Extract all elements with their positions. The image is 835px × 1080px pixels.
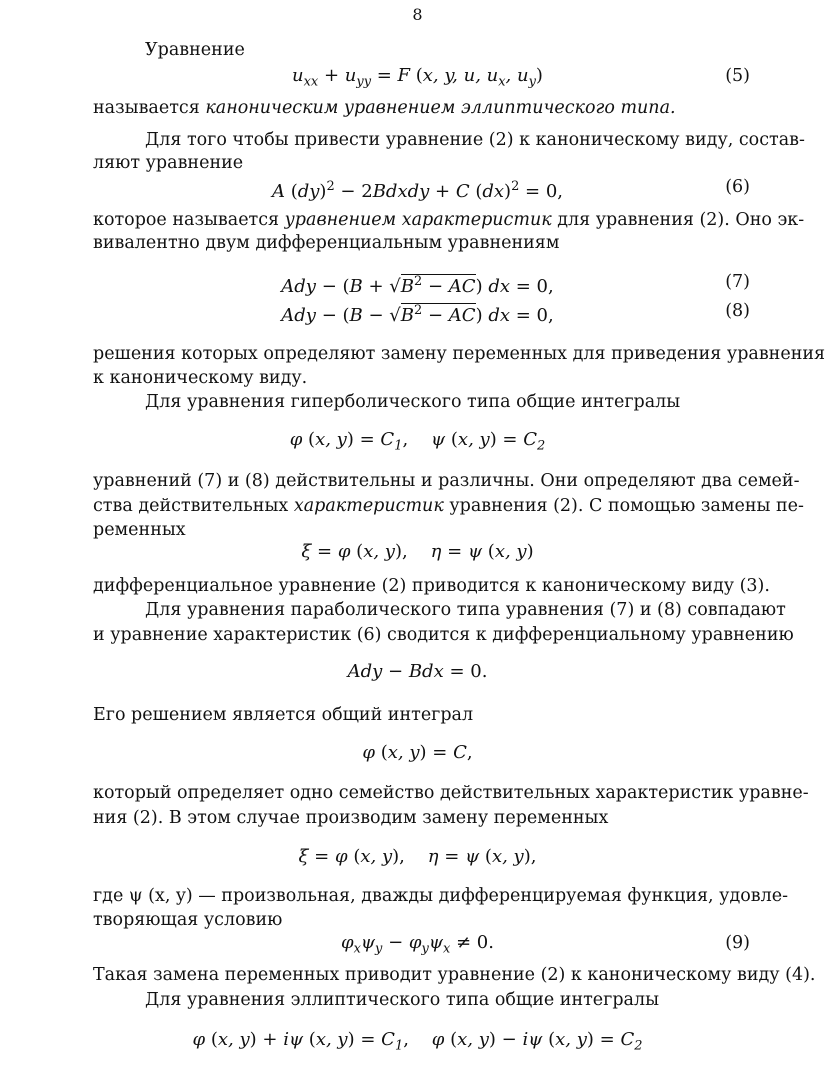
- paragraph-line: который определяет одно семейство действительных характеристик уравне-: [93, 783, 809, 803]
- term-canonical-elliptic: каноническим уравнением эллиптического типа.: [205, 98, 676, 118]
- equation-7: Ady − $(B + √B^2 - AC)$ dx = 0,: [281, 274, 554, 298]
- paragraph-line: творяющая условию: [93, 910, 283, 930]
- paragraph-line: решения которых определяют замену переменных для приведения уравнения: [93, 344, 826, 364]
- paragraph-line: ляют уравнение: [93, 153, 244, 173]
- equation-parabolic: Ady − Bdx = 0.: [347, 661, 488, 682]
- equation-5-number: (5): [725, 66, 750, 86]
- text-span: которое называется: [93, 210, 285, 230]
- paragraph-line: где ψ (x, y) — произвольная, дважды дифференцируемая функция, удовле-: [93, 886, 789, 906]
- equation-substitution-1: ξ = φ (x, y), η = ψ (x, y): [301, 541, 534, 562]
- paragraph-line: [93, 208, 805, 232]
- equation-6-number: (6): [725, 177, 750, 197]
- paragraph-line: вивалентно двум дифференциальным уравнениям: [93, 233, 560, 253]
- paragraph-line: Для уравнения параболического типа уравнения (7) и (8) совпадают: [145, 600, 786, 620]
- equation-5: $u_{xx} + u_{yy} = F$ (x, y, u, $u_x$, $u_y$): [292, 65, 543, 90]
- paragraph-line: Для того чтобы привести уравнение (2) к каноническому виду, состав-: [145, 130, 805, 150]
- text-span: называется: [93, 98, 206, 118]
- equation-substitution-2: ξ = φ (x, y), η = ψ (x, y),: [298, 846, 537, 867]
- equation-8: Ady − $(B - √B^2 - AC)$ dx = 0,: [281, 303, 554, 327]
- paragraph-line: Для уравнения эллиптического типа общие интегралы: [145, 990, 660, 1010]
- equation-6: A (dy)$^2$ − 2Bdxdy + C (dx)$^2$ = 0,: [271, 179, 564, 203]
- equation-hyperbolic-integrals: φ (x, $y) = C_1$, ψ (x, $y) = C_2$: [289, 429, 546, 454]
- equation-7-number: (7): [725, 272, 750, 292]
- equation-9-number: (9): [725, 933, 750, 953]
- paragraph-line: ния (2). В этом случае производим замену переменных: [93, 808, 609, 828]
- page-number: 8: [412, 5, 423, 24]
- paragraph-line: Такая замена переменных приводит уравнение (2) к каноническому виду (4).: [93, 965, 816, 985]
- paragraph-line: Его решением является общий интеграл: [93, 705, 474, 725]
- paragraph-line: ременных: [93, 520, 186, 540]
- text-span: для уравнения (2). Оно эк-: [551, 210, 805, 230]
- equation-8-number: (8): [725, 301, 750, 321]
- equation-9: $\varphi_x\psi_y - \varphi_y\psi_x \ne 0$.: [341, 932, 494, 957]
- paragraph-line: Для уравнения гиперболического типа общие интегралы: [145, 392, 681, 412]
- text-span: ства действительных: [93, 496, 294, 516]
- paragraph-line: [93, 96, 750, 120]
- paragraph-line: дифференциальное уравнение (2) приводится к каноническому виду (3).: [93, 576, 770, 596]
- text-span: уравнения (2). С помощью замены пе-: [443, 496, 804, 516]
- paragraph-line: уравнений (7) и (8) действительны и различны. Они определяют два семей-: [93, 471, 800, 491]
- paragraph-line: Уравнение: [145, 40, 245, 60]
- paragraph-line: и уравнение характеристик (6) сводится к дифференциальному уравнению: [93, 625, 794, 645]
- paragraph-line: [93, 494, 804, 518]
- term-characteristics: характеристик: [293, 496, 444, 516]
- term-characteristic-equation: уравнением характеристик: [284, 210, 552, 230]
- equation-elliptic-integrals: φ (x, y) + iψ (x, $y) = C_1$, φ (x, y) − iψ (x, $y) = C_2$: [192, 1029, 643, 1054]
- equation-general-integral: φ (x, y) = C,: [362, 742, 473, 763]
- paragraph-line: к каноническому виду.: [93, 368, 308, 388]
